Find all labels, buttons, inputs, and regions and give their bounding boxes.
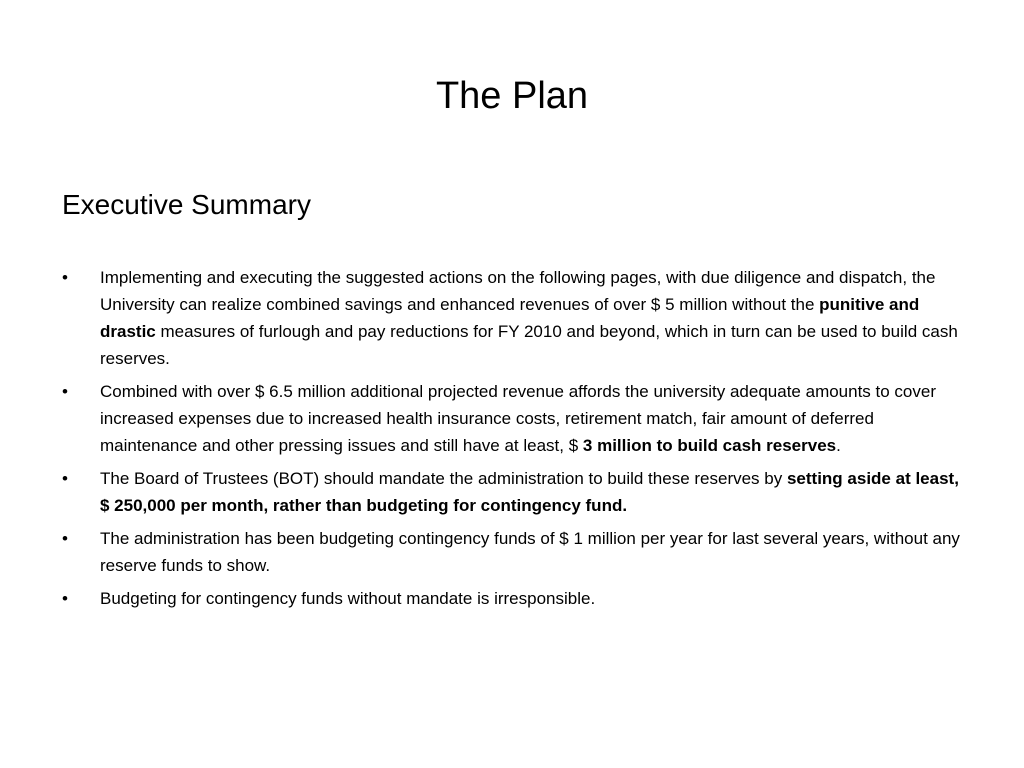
bullet-text: Budgeting for contingency funds without mandate is irresponsible. [100, 589, 596, 608]
bullet-marker: • [62, 529, 68, 548]
bullet-text: The administration has been budgeting contingency funds of $ 1 million per year for last several years, without any reserve funds to show. [100, 529, 960, 575]
bullet-item [62, 378, 972, 459]
bullet-marker: • [62, 268, 68, 287]
slide-subtitle: Executive Summary [62, 189, 311, 220]
bullet-marker: • [62, 382, 68, 401]
bullet-item [62, 585, 972, 612]
bullet-item [62, 525, 972, 579]
bullet-text: measures of furlough and pay reductions for FY 2010 and beyond, which in turn can be used to build cash reserves. [100, 322, 958, 368]
bullet-emphasis: 3 million to build cash reserves [582, 436, 837, 455]
bullet-text: Implementing and executing the suggested actions on the following pages, with due diligence and dispatch, the University can realize combined savings and enhanced revenues of over $ 5 million without the [100, 268, 936, 314]
bullet-list [62, 264, 972, 618]
bullet-text: Combined with over $ 6.5 million additional projected revenue affords the university adequate amounts to cover increased expenses due to increased health insurance costs, retirement match, fair amount of deferred maintenance and other pressing issues and still have at least, $ [100, 382, 937, 455]
bullet-item [62, 264, 972, 372]
bullet-item [62, 465, 972, 519]
bullet-marker: • [62, 469, 68, 488]
bullet-emphasis: setting aside at least, $ 250,000 per month, rather than budgeting for contingency fund. [100, 469, 959, 515]
bullet-text: The Board of Trustees (BOT) should mandate the administration to build these reserves by [100, 469, 787, 488]
bullet-text: . [836, 436, 841, 455]
bullet-emphasis: punitive and drastic [100, 295, 920, 341]
slide-title: The Plan [435, 75, 589, 117]
bullet-marker: • [62, 589, 68, 608]
